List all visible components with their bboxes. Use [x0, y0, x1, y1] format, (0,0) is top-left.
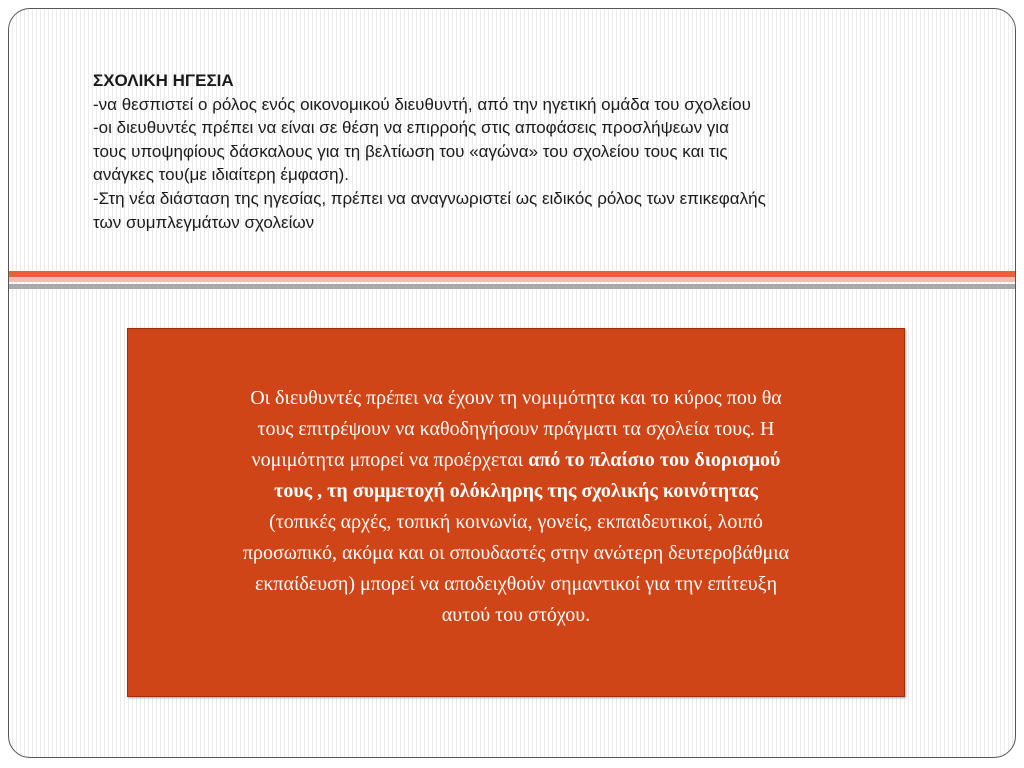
slide-title: ΣΧΟΛΙΚΗ ΗΓΕΣΙΑ	[93, 71, 234, 90]
content-box-text	[128, 383, 904, 631]
divider-pink	[9, 277, 1015, 282]
box-line-8: αυτού του στόχου.	[441, 604, 591, 626]
box-line-3	[128, 445, 904, 476]
header-line-6: των συμπλεγμάτων σχολείων	[93, 212, 315, 232]
box-line-7: εκπαίδευση) μπορεί να αποδειχθούν σημαντικοί για την επίτευξη	[254, 573, 778, 595]
header-text-block	[93, 69, 963, 234]
header-line-1: -να θεσπιστεί ο ρόλος ενός οικονομικού διευθυντή, από την ηγετική ομάδα του σχολείου	[93, 94, 751, 114]
content-box	[127, 328, 905, 697]
header-line-4: ανάγκες του(με ιδιαίτερη έμφαση).	[93, 165, 349, 185]
header-line-3: τους υποψηφίους δάσκαλους για τη βελτίωση του «αγώνα» του σχολείου τους και τις	[93, 141, 728, 161]
divider-gray	[9, 284, 1015, 289]
box-line-6: προσωπικό, ακόμα και οι σπουδαστές στην ανώτερη δευτεροβάθμια	[242, 542, 790, 564]
box-line-1: Οι διευθυντές πρέπει να έχουν τη νομιμότητα και το κύρος που θα	[250, 387, 782, 409]
box-line-3-plain: νομιμότητα μπορεί να προέρχεται	[251, 449, 529, 471]
header-line-2: -οι διευθυντές πρέπει να είναι σε θέση να επιρροής στις αποφάσεις προσλήψεων για	[93, 118, 729, 138]
box-line-5: (τοπικές αρχές, τοπική κοινωνία, γονείς, εκπαιδευτικοί, λοιπό	[269, 511, 763, 533]
box-line-3-bold: από το πλαίσιο του διορισμού	[528, 449, 781, 471]
header-line-5: -Στη νέα διάσταση της ηγεσίας, πρέπει να αναγνωριστεί ως ειδικός ρόλος των επικεφαλής	[93, 188, 766, 208]
box-line-4-bold: τους , τη συμμετοχή ολόκληρης της σχολικής κοινότητας	[274, 480, 758, 502]
slide-frame	[8, 8, 1016, 758]
box-line-2: τους επιτρέψουν να καθοδηγήσουν πράγματι τα σχολεία τους. Η	[257, 418, 775, 440]
